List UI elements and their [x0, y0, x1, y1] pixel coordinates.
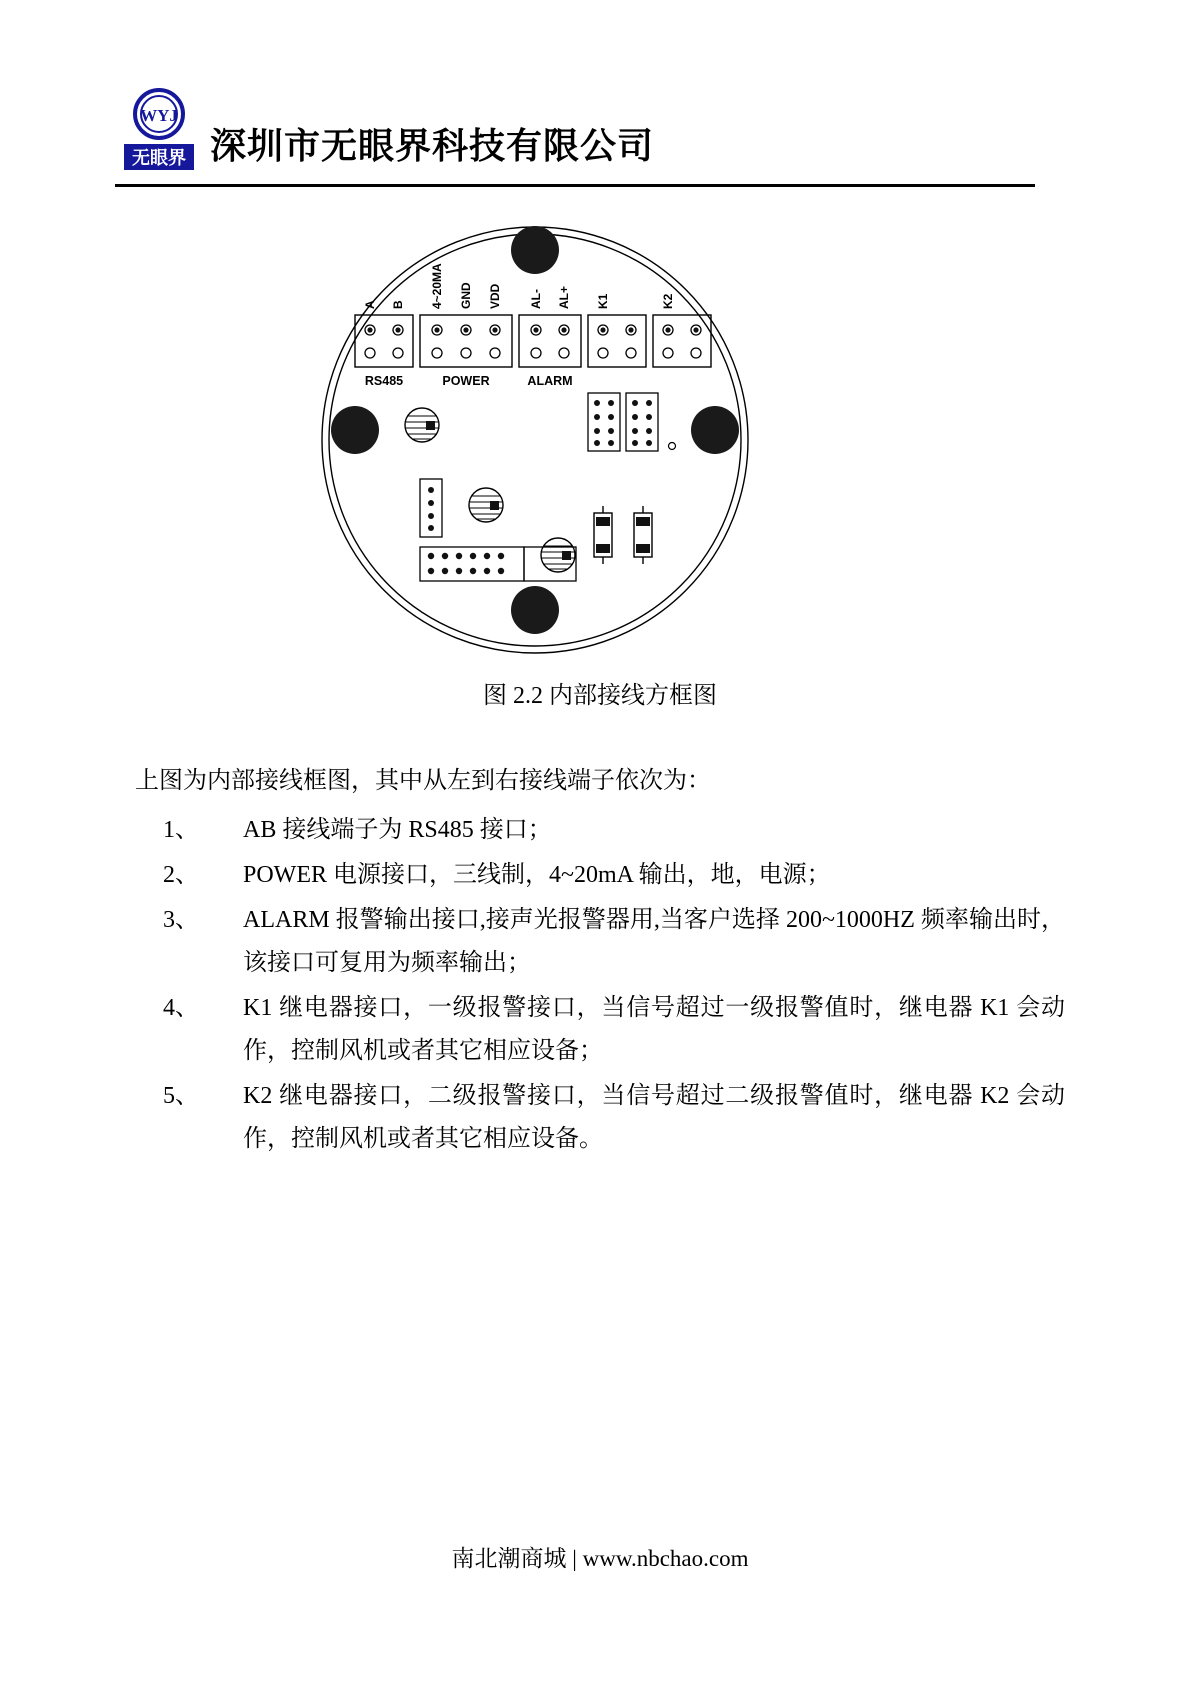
svg-text:VDD: VDD — [488, 283, 502, 309]
svg-text:ALARM: ALARM — [527, 374, 573, 388]
svg-text:无眼界: 无眼界 — [132, 148, 186, 168]
body-content — [135, 760, 1065, 1163]
wiring-diagram-figure — [300, 225, 770, 665]
figure-caption: 图 2.2 内部接线方框图 — [483, 683, 717, 709]
svg-text:A: A — [363, 300, 377, 309]
list-item-number: 2、 — [163, 862, 199, 888]
list-item-number: 1、 — [163, 817, 199, 843]
page-footer: 南北潮商城 | www.nbchao.com — [451, 1546, 749, 1571]
list-item-text: AB 接线端子为 RS485 接口； — [243, 817, 552, 843]
svg-text:GND: GND — [459, 282, 473, 309]
svg-text:K1: K1 — [596, 293, 610, 309]
svg-text:AL-: AL- — [529, 289, 543, 309]
header-divider — [115, 184, 1035, 187]
svg-text:B: B — [391, 300, 405, 309]
svg-text:K2: K2 — [661, 293, 675, 309]
company-name: 深圳市无眼界科技有限公司 — [210, 126, 655, 166]
svg-text:POWER: POWER — [442, 374, 490, 388]
list-item — [135, 1075, 1065, 1161]
svg-text:WYJ: WYJ — [140, 106, 178, 125]
list-item-number: 3、 — [163, 907, 199, 933]
document-header — [115, 88, 1035, 186]
svg-text:4~20MA: 4~20MA — [430, 263, 444, 309]
list-item — [135, 809, 1065, 852]
list-item-text: POWER 电源接口，三线制，4~20mA 输出，地，电源； — [243, 862, 831, 888]
company-logo-icon — [120, 88, 198, 174]
svg-text:RS485: RS485 — [364, 374, 404, 388]
list-item — [135, 899, 1065, 985]
list-item-number: 4、 — [163, 995, 199, 1021]
list-item — [135, 854, 1065, 897]
intro-paragraph: 上图为内部接线框图，其中从左到右接线端子依次为： — [135, 768, 711, 794]
svg-text:AL+: AL+ — [557, 285, 571, 309]
terminal-list — [135, 809, 1065, 1161]
list-item-text: K1 继电器接口，一级报警接口，当信号超过一级报警值时，继电器 K1 会动作，控制风机或者其它相应设备； — [243, 995, 1065, 1064]
list-item-number: 5、 — [163, 1083, 199, 1109]
list-item-text: ALARM 报警输出接口,接声光报警器用,当客户选择 200~1000HZ 频率输出时，该接口可复用为频率输出； — [243, 907, 1065, 976]
list-item-text: K2 继电器接口，二级报警接口，当信号超过二级报警值时，继电器 K2 会动作，控制风机或者其它相应设备。 — [243, 1083, 1065, 1152]
list-item — [135, 987, 1065, 1073]
